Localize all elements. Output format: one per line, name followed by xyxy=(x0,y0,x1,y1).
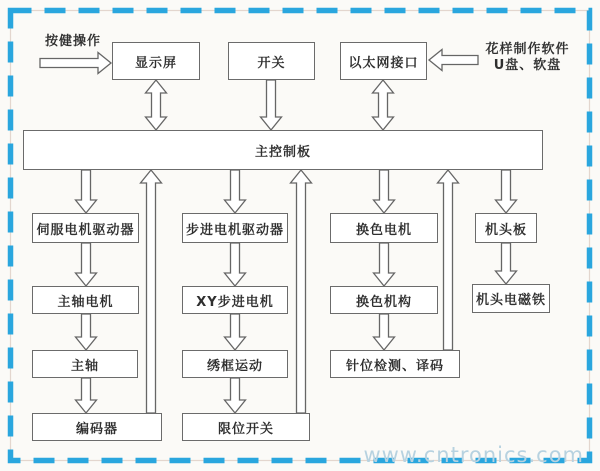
arrow-ethernet-board-bidirectional xyxy=(373,80,394,130)
node-switch: 开关 xyxy=(228,42,315,80)
arrow-frame-motion-to-limit-switch xyxy=(225,378,246,413)
pattern-software-label xyxy=(470,42,585,75)
node-display: 显示屏 xyxy=(112,42,200,80)
key-operation-label: 按健操作 xyxy=(44,34,101,49)
node-frame-motion: 绣框运动 xyxy=(182,350,288,378)
pattern-software-line2: U盘、软盘 xyxy=(493,58,562,74)
arrow-xy-stepper-to-frame-motion xyxy=(225,314,246,350)
arrow-color-mech-to-needle-detect xyxy=(374,314,395,350)
arrow-board-to-stepper-driver xyxy=(225,170,246,213)
arrow-board-to-color-motor xyxy=(374,170,395,213)
arrow-stepper-driver-to-xy-stepper xyxy=(225,243,246,286)
arrow-limit-switch-to-board-feedback xyxy=(291,170,312,413)
watermark: www.cntronics.com xyxy=(363,443,584,467)
arrow-board-to-servo-driver xyxy=(76,170,97,213)
node-color-motor: 换色电机 xyxy=(330,213,438,243)
pattern-software-line1: 花样制作软件 xyxy=(485,42,570,57)
arrow-needle-detect-to-board-feedback xyxy=(438,170,459,350)
arrow-head-board-to-head-magnet xyxy=(496,243,517,284)
arrow-switch-to-board xyxy=(261,80,282,130)
node-needle-detect: 针位检测、译码 xyxy=(330,350,460,378)
node-stepper-driver: 步进电机驱动器 xyxy=(182,213,288,243)
node-color-mech: 换色机构 xyxy=(330,286,438,314)
node-spindle-motor: 主轴电机 xyxy=(32,286,139,314)
node-ethernet: 以太网接口 xyxy=(340,42,427,80)
arrow-encoder-to-board-feedback xyxy=(141,170,162,413)
arrow-color-motor-to-color-mech xyxy=(374,243,395,286)
node-servo-driver: 伺服电机驱动器 xyxy=(32,213,139,243)
node-spindle: 主轴 xyxy=(32,350,138,378)
arrow-spindle-motor-to-spindle xyxy=(76,314,97,350)
arrow-spindle-to-encoder xyxy=(76,378,97,413)
arrow-display-board-bidirectional xyxy=(146,80,167,130)
node-head-magnet: 机头电磁铁 xyxy=(472,284,550,313)
node-head-board: 机头板 xyxy=(475,213,537,243)
arrow-key-operation-to-display xyxy=(40,53,111,74)
arrow-board-to-head-board xyxy=(496,170,517,213)
node-xy-stepper: XY步进电机 xyxy=(182,286,288,314)
node-limit-switch: 限位开关 xyxy=(182,413,310,441)
node-encoder: 编码器 xyxy=(32,413,162,441)
node-main-board: 主控制板 xyxy=(23,130,543,170)
arrow-servo-driver-to-spindle-motor xyxy=(76,243,97,286)
